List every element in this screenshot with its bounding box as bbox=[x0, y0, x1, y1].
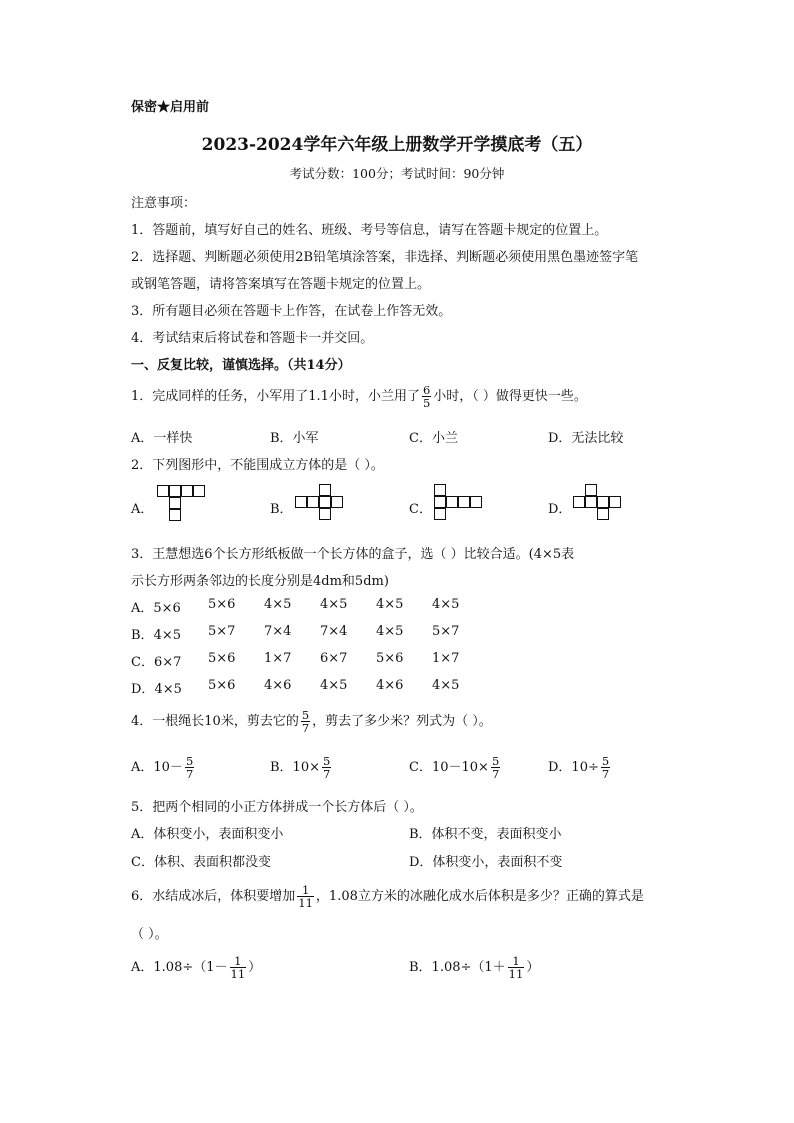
notes-item-1: 1．答题前，填写好自己的姓名、班级、考号等信息，请写在答题卡规定的位置上。 bbox=[131, 223, 608, 238]
net-square bbox=[319, 508, 331, 520]
q3-option-row bbox=[131, 651, 181, 670]
question-1 bbox=[131, 380, 587, 414]
q3-option-cell: 5×6 bbox=[376, 651, 404, 666]
fraction-numerator: 5 bbox=[323, 753, 331, 768]
q2-option-c-label: C． bbox=[409, 502, 432, 517]
q4-text-pre: 4．一根绳长10米，剪去它的 bbox=[131, 714, 299, 729]
q3-option-cell: 1×7 bbox=[432, 651, 460, 666]
q3-option-cell: 5×6 bbox=[208, 651, 236, 666]
q3-option-cell: 5×7 bbox=[208, 624, 236, 639]
exam-info: 考试分数：100分；考试时间：90分钟 bbox=[289, 166, 505, 181]
fraction-numerator: 5 bbox=[301, 707, 310, 722]
q6-option-a-close: ） bbox=[248, 960, 262, 975]
q3-option-cell: 6×7 bbox=[320, 651, 348, 666]
q3-option-row bbox=[131, 678, 182, 697]
net-square bbox=[307, 496, 319, 508]
fraction-denominator: 7 bbox=[491, 767, 500, 781]
q6-text-post: ，1.08立方米的冰融化成水后体积是多少？正确的算式是 bbox=[315, 889, 644, 904]
net-square bbox=[434, 508, 446, 520]
q3-option-label: B． bbox=[131, 628, 154, 643]
net-square bbox=[470, 496, 482, 508]
q3-option-cell: 4×5 bbox=[154, 682, 182, 697]
q3-option-cell: 4×5 bbox=[320, 678, 348, 693]
fraction-numerator: 5 bbox=[601, 753, 610, 768]
notes-item-2-cont: 或钢笔答题，请将答案填写在答题卡规定的位置上。 bbox=[131, 277, 431, 292]
net-square bbox=[585, 496, 597, 508]
q3-option-row bbox=[131, 597, 181, 616]
notes-item-2: 2．选择题、判断题必须使用2B铅笔填涂答案，非选择、判断题必须使用黑色墨迹签字笔 bbox=[131, 250, 639, 265]
q4-option-d bbox=[548, 751, 612, 785]
q3-option-cell: 4×5 bbox=[320, 597, 348, 612]
question-4 bbox=[131, 704, 492, 740]
q3-option-cell: 4×6 bbox=[264, 678, 292, 693]
net-square bbox=[458, 496, 470, 508]
q1-option-d: D．无法比较 bbox=[548, 431, 624, 446]
net-square bbox=[434, 484, 446, 496]
q4-option-fraction bbox=[322, 755, 331, 780]
confidential-label: 保密★启用前 bbox=[131, 100, 210, 115]
notes-heading: 注意事项： bbox=[131, 196, 197, 211]
q5-option-d: D．体积变小，表面积不变 bbox=[409, 855, 563, 870]
q4-option-b bbox=[270, 751, 333, 785]
net-square bbox=[319, 484, 331, 496]
question-6 bbox=[131, 879, 644, 915]
fraction-numerator: 6 bbox=[422, 382, 431, 397]
q6-option-a-text: A．1.08÷（1－ bbox=[131, 960, 228, 975]
q3-option-cell: 4×6 bbox=[376, 678, 404, 693]
net-square bbox=[597, 508, 609, 520]
net-square bbox=[319, 496, 331, 508]
q4-fraction bbox=[301, 709, 310, 734]
net-square bbox=[573, 496, 585, 508]
q3-option-cell: 4×5 bbox=[432, 678, 460, 693]
net-square bbox=[169, 485, 181, 497]
q3-option-cell: 7×4 bbox=[320, 624, 348, 639]
fraction-numerator: 1 bbox=[301, 882, 310, 897]
net-square bbox=[169, 497, 181, 509]
q6-option-b-close: ） bbox=[526, 960, 540, 975]
net-square bbox=[181, 485, 193, 497]
q6-option-a bbox=[131, 950, 261, 986]
q1-option-b: B．小军 bbox=[270, 431, 319, 446]
q4-option-a bbox=[131, 751, 196, 785]
q4-option-fraction bbox=[185, 755, 194, 780]
fraction-denominator: 11 bbox=[508, 967, 524, 981]
q3-option-cell: 5×6 bbox=[153, 601, 181, 616]
net-square bbox=[585, 484, 597, 496]
fraction-denominator: 11 bbox=[298, 896, 313, 910]
q4-option-d-text: D．10÷ bbox=[548, 760, 599, 775]
q1-option-c: C．小兰 bbox=[409, 431, 458, 446]
fraction-denominator: 7 bbox=[185, 767, 194, 781]
notes-item-3: 3．所有题目必须在答题卡上作答，在试卷上作答无效。 bbox=[131, 304, 452, 319]
q6-text-pre: 6．水结成冰后，体积要增加 bbox=[131, 889, 296, 904]
q5-option-b: B．体积不变，表面积变小 bbox=[409, 827, 562, 842]
net-square bbox=[193, 485, 205, 497]
q5-option-a: A．体积变小，表面积变小 bbox=[131, 827, 284, 842]
q2-option-d-label: D． bbox=[548, 502, 572, 517]
q1-option-a: A．一样快 bbox=[131, 431, 193, 446]
q3-option-cell: 4×5 bbox=[376, 597, 404, 612]
net-square bbox=[157, 485, 169, 497]
q6-option-fraction bbox=[230, 955, 247, 980]
net-square bbox=[446, 496, 458, 508]
question-3: 3．王慧想选6个长方形纸板做一个长方体的盒子，选（ ）比较合适。(4×5表 bbox=[131, 547, 575, 562]
fraction-denominator: 7 bbox=[601, 767, 610, 781]
q2-option-b-label: B． bbox=[270, 502, 293, 517]
q4-option-a-text: A．10－ bbox=[131, 760, 183, 775]
question-3-cont: 示长方形两条邻边的长度分别是4dm和5dm) bbox=[131, 574, 389, 589]
q4-option-fraction bbox=[491, 755, 500, 780]
q1-fraction bbox=[422, 384, 431, 409]
q6-fraction bbox=[297, 884, 314, 909]
fraction-numerator: 5 bbox=[491, 753, 500, 768]
q6-option-b bbox=[409, 950, 539, 986]
q2-option-a-label: A． bbox=[131, 502, 154, 517]
q5-option-c: C．体积、表面积都没变 bbox=[131, 855, 271, 870]
fraction-denominator: 7 bbox=[323, 767, 331, 781]
q3-option-row bbox=[131, 624, 181, 643]
q3-option-cell: 4×5 bbox=[264, 597, 292, 612]
q3-option-cell: 4×5 bbox=[432, 597, 460, 612]
fraction-numerator: 5 bbox=[185, 753, 194, 768]
q4-option-c bbox=[409, 751, 502, 785]
q3-option-label: D． bbox=[131, 682, 155, 697]
q1-text-post: 小时，（ ）做得更快一些。 bbox=[433, 389, 587, 404]
net-square bbox=[295, 496, 307, 508]
q4-text-post: ，剪去了多少米？列式为（ ）。 bbox=[312, 714, 492, 729]
page-title: 2023-2024学年六年级上册数学开学摸底考（五） bbox=[201, 135, 593, 155]
question-2: 2．下列图形中，不能围成立方体的是（ ）。 bbox=[131, 458, 384, 473]
net-square bbox=[169, 509, 181, 521]
net-square bbox=[331, 496, 343, 508]
q3-option-cell: 4×5 bbox=[376, 624, 404, 639]
q3-option-label: A． bbox=[131, 601, 154, 616]
q3-option-cell: 6×7 bbox=[153, 655, 182, 670]
fraction-numerator: 1 bbox=[234, 953, 242, 968]
q6-option-b-text: B．1.08÷（1＋ bbox=[409, 960, 506, 975]
q3-option-cell: 4×5 bbox=[153, 628, 181, 643]
fraction-numerator: 1 bbox=[512, 953, 520, 968]
net-square bbox=[434, 496, 446, 508]
q3-option-cell: 5×6 bbox=[208, 597, 236, 612]
q3-option-cell: 5×6 bbox=[208, 678, 236, 693]
q3-option-cell: 7×4 bbox=[264, 624, 292, 639]
q3-option-cell: 1×7 bbox=[264, 651, 292, 666]
section-heading: 一、反复比较，谨慎选择。（共14分） bbox=[131, 358, 351, 373]
q3-option-cell: 5×7 bbox=[432, 624, 460, 639]
net-square bbox=[609, 496, 621, 508]
q4-option-c-text: C．10－10× bbox=[409, 760, 489, 775]
fraction-denominator: 7 bbox=[301, 721, 310, 735]
fraction-denominator: 5 bbox=[422, 396, 431, 410]
notes-item-4: 4．考试结束后将试卷和答题卡一并交回。 bbox=[131, 331, 374, 346]
net-square bbox=[597, 496, 609, 508]
question-6-cont: （ ）。 bbox=[131, 927, 168, 942]
q3-option-label: C． bbox=[131, 655, 154, 670]
fraction-denominator: 11 bbox=[230, 967, 246, 981]
q1-text-pre: 1．完成同样的任务，小军用了1.1小时，小兰用了 bbox=[131, 389, 420, 404]
q4-option-fraction bbox=[601, 755, 610, 780]
q4-option-b-text: B．10× bbox=[270, 760, 320, 775]
q6-option-fraction bbox=[508, 955, 525, 980]
question-5: 5．把两个相同的小正方体拼成一个长方体后（ ）。 bbox=[131, 800, 423, 815]
